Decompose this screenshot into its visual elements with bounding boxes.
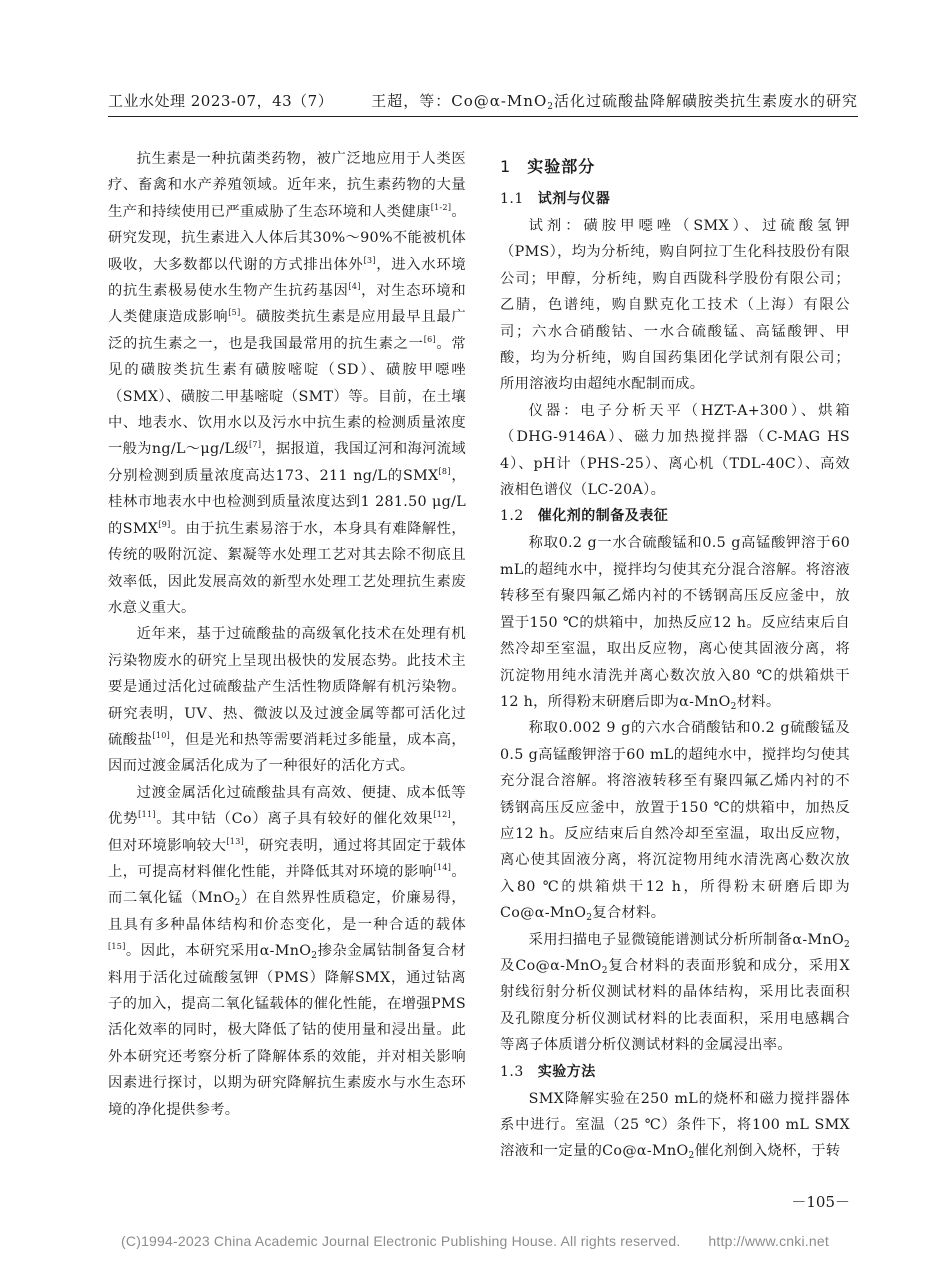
intro-paragraph-2: 近年来，基于过硫酸盐的高级氧化技术在处理有机污染物废水的研究上呈现出极快的发展态势。此技术主要是通过活化过硫酸盐产生活性物质降解有机污染物。研究表明，UV、热、微波以及过渡金属等都可活化过硫酸盐[10]，但是光和热等需要消耗过多能量，成本高，因而过渡金属活化成为了一种很好的活化方式。 — [108, 626, 467, 775]
journal-citation: 工业水处理 2023-07，43（7） — [108, 92, 334, 110]
copyright-text: (C)1994-2023 China Academic Journal Electronic Publishing House. All rights reserved. — [121, 1233, 681, 1249]
intro-paragraph-1: 抗生素是一种抗菌类药物，被广泛地应用于人类医疗、畜禽和水产养殖领域。近年来，抗生素药物的大量生产和持续使用已严重威胁了生态环境和人类健康[1-2]。研究发现，抗生素进入人体后其30%～90%不能被机体吸收，大多数都以代谢的方式排出体外[3]，进入水环境的抗生素极易使水生物产生抗药基因[4]，对生态环境和人类健康造成影响[5]。磺胺类抗生素是应用最早且最广泛的抗生素之一，也是我国最常用的抗生素之一[6]。常见的磺胺类抗生素有磺胺嘧啶（SD）、磺胺甲噁唑（SMX）、磺胺二甲基嘧啶（SMT）等。目前，在土壤中、地表水、饮用水以及污水中抗生素的检测质量浓度一般为ng/L～μg/L级[7]，据报道，我国辽河和海河流域分别检测到质量浓度高达173、211 ng/L的SMX[8]，桂林市地表水中也检测到质量浓度达到1 281.50 μg/L的SMX[9]。由于抗生素易溶于水，本身具有难降解性，传统的吸附沉淀、絮凝等水处理工艺对其去除不彻底且效率低，因此发展高效的新型水处理工艺处理抗生素废水意义重大。 — [108, 151, 467, 616]
subsection-heading-1-3: 1.3 实验方法 — [500, 1063, 596, 1080]
reagents-paragraph: 试剂：磺胺甲噁唑（SMX）、过硫酸氢钾（PMS），均为分析纯，购自阿拉丁生化科技股份有限公司；甲醇，分析纯，购自西陇科学股份有限公司；乙腈，色谱纯，购自默克化工技术（上海）有限公司；六水合硝酸钴、一水合硫酸锰、高锰酸钾、甲酸，均为分析纯，购自国药集团化学试剂有限公司；所用溶液均由超纯水配制而成。 — [500, 218, 850, 393]
running-header — [108, 90, 858, 117]
preparation-paragraph-1: 称取0.2 g一水合硫酸锰和0.5 g高锰酸钾溶于60 mL的超纯水中，搅拌均匀使其充分混合溶解。将溶液转移至有聚四氟乙烯内衬的不锈钢高压反应釜中，放置于150 ℃的烘箱中，加热反应12 h。反应结束后自然冷却至室温，取出反应物，离心使其固液分离，将沉淀物用纯水清洗并离心数次放入80 ℃的烘箱烘干12 h，所得粉末研磨后即为α-MnO$_2$材料。 — [500, 535, 850, 712]
left-column — [108, 146, 466, 1123]
section-heading-1: 1 实验部分 — [500, 157, 596, 176]
subsection-heading-1-1: 1.1 试剂与仪器 — [500, 191, 611, 207]
instruments-paragraph: 仪器：电子分析天平（HZT-A+300）、烘箱（DHG-9146A）、磁力加热搅拌器（C-MAG HS 4）、pH计（PHS-25）、离心机（TDL-40C）、高效液相色谱仪（LC-20A）。 — [500, 402, 850, 499]
method-paragraph: SMX降解实验在250 mL的烧杯和磁力搅拌器体系中进行。室温（25 ℃）条件下，将100 mL SMX溶液和一定量的Co@α-MnO$_2$催化剂倒入烧杯，于转 — [500, 1090, 850, 1162]
subsection-heading-1-2: 1.2 催化剂的制备及表征 — [500, 508, 669, 525]
cnki-link[interactable]: http://www.cnki.net — [708, 1233, 829, 1249]
preparation-paragraph-2: 称取0.002 9 g的六水合硝酸钴和0.2 g硫酸锰及0.5 g高锰酸钾溶于60 mL的超纯水中，搅拌均匀使其充分混合溶解。将溶液转移至有聚四氟乙烯内衬的不锈钢高压反应釜中，放置于150 ℃的烘箱中，加热反应12 h。反应结束后自然冷却至室温，取出反应物，离心使其固液分离，将沉淀物用纯水清洗离心数次放入80 ℃的烘箱烘干12 h，所得粉末研磨后即为Co@α-MnO$_2$复合材料。 — [500, 720, 850, 924]
article-running-title: 王超，等：Co@α-MnO$_2$活化过硫酸盐降解磺胺类抗生素废水的研究 — [371, 92, 858, 112]
page-number: －105－ — [791, 1193, 850, 1211]
intro-paragraph-3: 过渡金属活化过硫酸盐具有高效、便捷、成本低等优势[11]。其中钴（Co）离子具有较好的催化效果[12]，但对环境影响较大[13]，研究表明，通过将其固定于载体上，可提高材料催化性能，并降低其对环境的影响[14]。而二氧化锰（MnO$_2$）在自然界性质稳定，价廉易得，且具有多种晶体结构和价态变化，是一种合适的载体[15]。因此，本研究采用α-MnO$_2$掺杂金属钴制备复合材料用于活化过硫酸氢钾（PMS）降解SMX，通过钴离子的加入，提高二氧化锰载体的催化性能，在增强PMS活化效率的同时，极大降低了钴的使用量和浸出量。此外本研究还考察分析了降解体系的效能，并对相关影响因素进行探讨，以期为研究降解抗生素废水与水生态环境的净化提供参考。 — [108, 784, 466, 1118]
characterization-paragraph: 采用扫描电子显微镜能谱测试分析所制备α-MnO$_2$及Co@α-MnO$_2$复合材料的表面形貌和成分，采用X射线衍射分析仪测试材料的晶体结构，采用比表面积及孔隙度分析仪测试材料的比表面积，采用电感耦合等离子体质谱分析仪测试材料的金属浸出率。 — [500, 931, 850, 1054]
copyright-footer — [0, 1233, 950, 1249]
right-column — [500, 146, 850, 1165]
